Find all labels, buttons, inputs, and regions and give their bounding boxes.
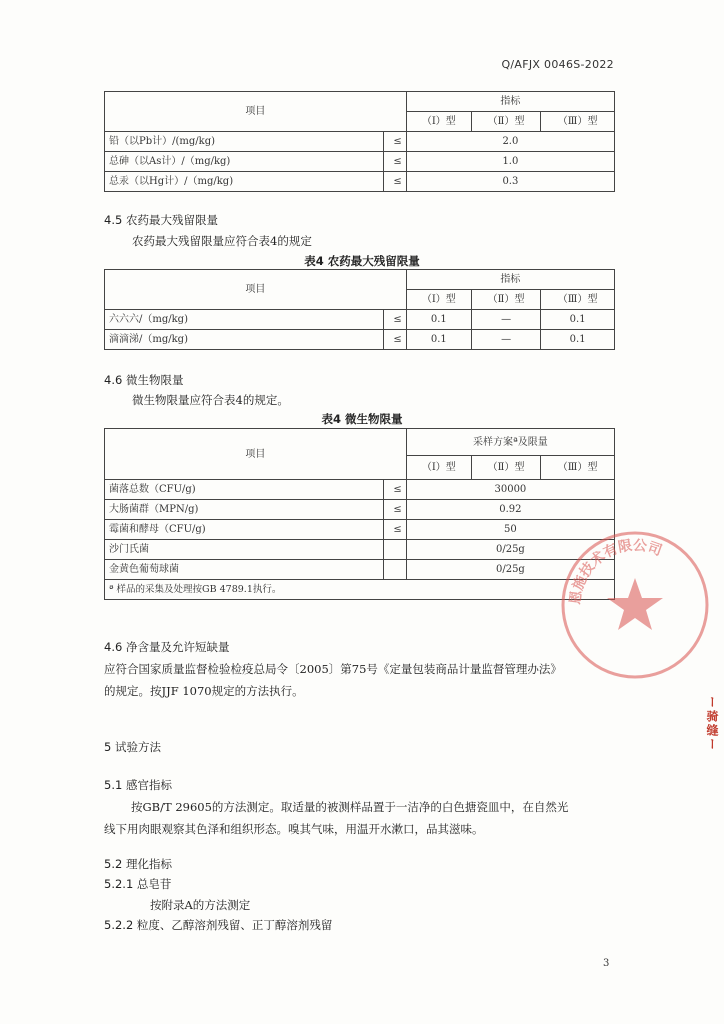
section-4-6-heading: 4.6 微生物限量 (104, 373, 184, 387)
star-icon (607, 578, 663, 630)
section-5-2-1-text: 按附录A的方法测定 (150, 898, 251, 912)
type-1-header: （Ⅰ）型 (406, 112, 471, 132)
table-row (105, 152, 615, 172)
table-row (105, 330, 615, 350)
table-4-caption: 表4 农药最大残留限量 (304, 254, 420, 268)
type-2-header: （Ⅱ）型 (471, 112, 540, 132)
row-value: 1.0 (406, 152, 614, 172)
microbe-table-caption: 表4 微生物限量 (321, 412, 403, 426)
row-value: 30000 (406, 480, 614, 500)
row-op: ≤ (383, 520, 406, 540)
type-2-header: （Ⅱ）型 (471, 456, 540, 480)
row-v3: 0.1 (541, 330, 615, 350)
row-value: 0/25g (406, 560, 614, 580)
metals-table (104, 91, 615, 192)
section-4-6b-heading: 4.6 净含量及允许短缺量 (104, 640, 230, 654)
col-plan-header: 采样方案ª及限量 (406, 429, 614, 456)
table-row (105, 500, 615, 520)
table-row (105, 172, 615, 192)
microbe-table (104, 428, 615, 600)
stamp-text: 恩施技术有限公司 (567, 537, 664, 606)
row-op: ≤ (383, 132, 406, 152)
row-name: 滴滴涕/（mg/kg) (105, 330, 384, 350)
section-4-5-heading: 4.5 农药最大残留限量 (104, 213, 218, 227)
row-name: 六六六/（mg/kg) (105, 310, 384, 330)
page-number: 3 (603, 958, 610, 969)
table-row (105, 310, 615, 330)
section-5-2-heading: 5.2 理化指标 (104, 857, 172, 871)
row-op: ≤ (383, 152, 406, 172)
svg-text:恩施技术有限公司 (567, 537, 665, 606)
type-2-header: （Ⅱ）型 (471, 290, 540, 310)
row-v1: 0.1 (406, 310, 471, 330)
section-4-6b-line1: 应符合国家质量监督检验检疫总局令〔2005〕第75号《定量包装商品计量监督管理办法》 (104, 662, 562, 676)
row-v3: 0.1 (541, 310, 615, 330)
table-note: ª 样品的采集及处理按GB 4789.1执行。 (105, 580, 615, 600)
row-v1: 0.1 (406, 330, 471, 350)
seam-mark: ー骑缝ー (705, 696, 719, 752)
row-name: 菌落总数（CFU/g) (105, 480, 384, 500)
table-row (105, 132, 615, 152)
row-op: ≤ (383, 330, 406, 350)
row-op: ≤ (383, 310, 406, 330)
table-row (105, 560, 615, 580)
col-index-header: 指标 (406, 92, 614, 112)
row-name: 沙门氏菌 (105, 540, 384, 560)
row-op: ≤ (383, 500, 406, 520)
row-op (383, 560, 406, 580)
table-row (105, 480, 615, 500)
section-4-6b-line2: 的规定。按JJF 1070规定的方法执行。 (104, 684, 304, 698)
section-5-1-line1: 按GB/T 29605的方法测定。取适量的被测样品置于一洁净的白色搪瓷皿中，在自然光 (131, 800, 569, 814)
col-index-header: 指标 (406, 270, 614, 290)
row-value: 0.92 (406, 500, 614, 520)
row-value: 0/25g (406, 540, 614, 560)
company-seal-stamp (550, 520, 720, 690)
section-5-2-2-heading: 5.2.2 粒度、乙醇溶剂残留、正丁醇溶剂残留 (104, 918, 333, 932)
row-op: ≤ (383, 172, 406, 192)
section-5-heading: 5 试验方法 (104, 740, 161, 754)
type-3-header: （Ⅲ）型 (541, 112, 615, 132)
row-name: 铅（以Pb计）/(mg/kg) (105, 132, 384, 152)
section-5-1-line2: 线下用肉眼观察其色泽和组织形态。嗅其气味，用温开水漱口，品其滋味。 (104, 822, 484, 836)
row-value: 2.0 (406, 132, 614, 152)
section-5-2-1-heading: 5.2.1 总皂苷 (104, 877, 172, 891)
section-4-6-text: 微生物限量应符合表4的规定。 (132, 393, 289, 407)
col-item-header: 项目 (105, 429, 407, 480)
section-5-1-heading: 5.1 感官指标 (104, 778, 172, 792)
row-name: 总汞（以Hg计）/（mg/kg) (105, 172, 384, 192)
row-v2: — (471, 310, 540, 330)
row-op (383, 540, 406, 560)
row-op: ≤ (383, 480, 406, 500)
col-item-header: 项目 (105, 270, 407, 310)
document-code: Q/AFJX 0046S-2022 (501, 58, 614, 71)
row-name: 总砷（以As计）/（mg/kg) (105, 152, 384, 172)
row-v2: — (471, 330, 540, 350)
section-4-5-text: 农药最大残留限量应符合表4的规定 (132, 234, 312, 248)
type-1-header: （Ⅰ）型 (406, 290, 471, 310)
row-value: 0.3 (406, 172, 614, 192)
row-name: 霉菌和酵母（CFU/g) (105, 520, 384, 540)
type-3-header: （Ⅲ）型 (541, 290, 615, 310)
type-1-header: （Ⅰ）型 (406, 456, 471, 480)
pesticide-table (104, 269, 615, 350)
row-name: 金黄色葡萄球菌 (105, 560, 384, 580)
row-name: 大肠菌群（MPN/g) (105, 500, 384, 520)
type-3-header: （Ⅲ）型 (541, 456, 615, 480)
table-row (105, 520, 615, 540)
table-row (105, 540, 615, 560)
col-item-header: 项目 (105, 92, 407, 132)
row-value: 50 (406, 520, 614, 540)
